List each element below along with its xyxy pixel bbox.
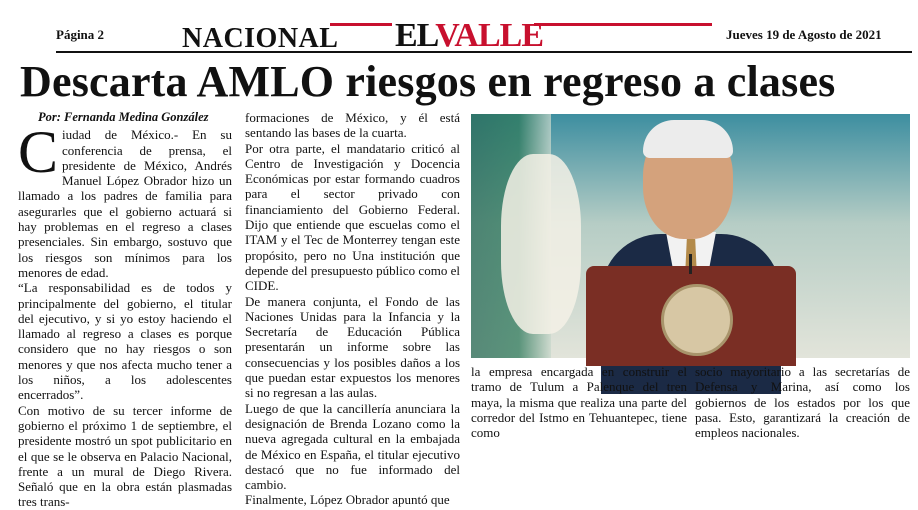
paragraph: “La responsabilidad es de todos y principalmente del gobierno, el titular del ejecutivo, y si yo estoy haciendo el llamado al regreso a clases es porque considero que no hay riesgos o son menores y que nos afecta mucho tener a los niños, a los adolescentes encerrados”.	[18, 280, 232, 403]
header-red-rule	[330, 23, 392, 26]
article-column-2	[245, 110, 460, 508]
national-seal	[661, 284, 733, 356]
paragraph: la empresa encargada en construir el tramo de Tulum a Palenque del tren maya, la misma que realiza una parte del corredor del Istmo en Tehuantepec, tiene como	[471, 364, 687, 441]
microphone	[689, 254, 692, 274]
paragraph: formaciones de México, y él está sentando las bases de la cuarta.	[245, 110, 460, 141]
page-header	[0, 0, 918, 56]
byline: Por: Fernanda Medina González	[38, 110, 209, 124]
paragraph: Finalmente, López Obrador apuntó que	[245, 492, 450, 508]
paragraph: Por otra parte, el mandatario criticó al Centro de Investigación y Docencia Económicas por estar formando cuadros para el sector privado con financiamiento del Gobierno Federal. Dijo que entiende que escuelas como el ITAM y el Tec de Monterrey tengan este propósito, pero no Una institución que depende del presupuesto público como el CIDE.	[245, 140, 460, 294]
newspaper-logo	[395, 19, 543, 53]
paragraph-text: iudad de México.- En su conferencia de prensa, el presidente de México, Andrés Manuel López Obrador hizo un llamado a los padres de familia para asegurarles que el gobierno actuará si hay problemas en el regreso a clases presenciales. Sin embargo, sostuvo que los riesgos son mínimos para los menores de edad.	[18, 127, 232, 280]
logo-valle: VALLE	[435, 17, 543, 54]
section-title: NACIONAL	[182, 23, 339, 54]
paragraph: Con motivo de su tercer informe de gobierno el próximo 1 de septiembre, el presidente mostró un spot publicitario en el que se le observa en Palacio Nacional, frente a un mural de Diego Rivera. Señaló que en la obra están plasmadas tres trans-	[18, 402, 232, 510]
paragraph	[18, 119, 232, 280]
flag-emblem	[501, 154, 581, 334]
paragraph: socio mayoritario a las secretarías de Defensa y Marina, así como los gobiernos de los estados por los que pasa. Esto, garantizará la creación de empleos nacionales.	[695, 364, 910, 441]
dropcap: C	[18, 119, 59, 186]
header-red-rule-right	[534, 23, 712, 26]
article-headline: Descarta AMLO riesgos en regreso a clases	[20, 57, 836, 106]
speaker-hair	[643, 120, 733, 158]
article-column-3	[471, 364, 687, 440]
paragraph: De manera conjunta, el Fondo de las Naciones Unidas para la Infancia y la Secretaría de Educación Pública presentarán un informe sobre las consecuencias y los posibles daños a los que puedan estar expuestos los menores si no regresan a las aulas.	[245, 293, 460, 401]
paragraph: Luego de que la cancillería anunciara la designación de Brenda Lozano como la nueva agregada cultural en la embajada de México en España, el titular ejecutivo destacó que no fue informado del cambio.	[245, 400, 460, 493]
page-number: Página 2	[56, 27, 105, 42]
article-column-1	[18, 110, 232, 510]
article-column-4	[695, 364, 910, 440]
issue-date: Jueves 19 de Agosto de 2021	[726, 27, 882, 42]
article-photo	[471, 114, 910, 358]
logo-el: EL	[395, 17, 436, 54]
